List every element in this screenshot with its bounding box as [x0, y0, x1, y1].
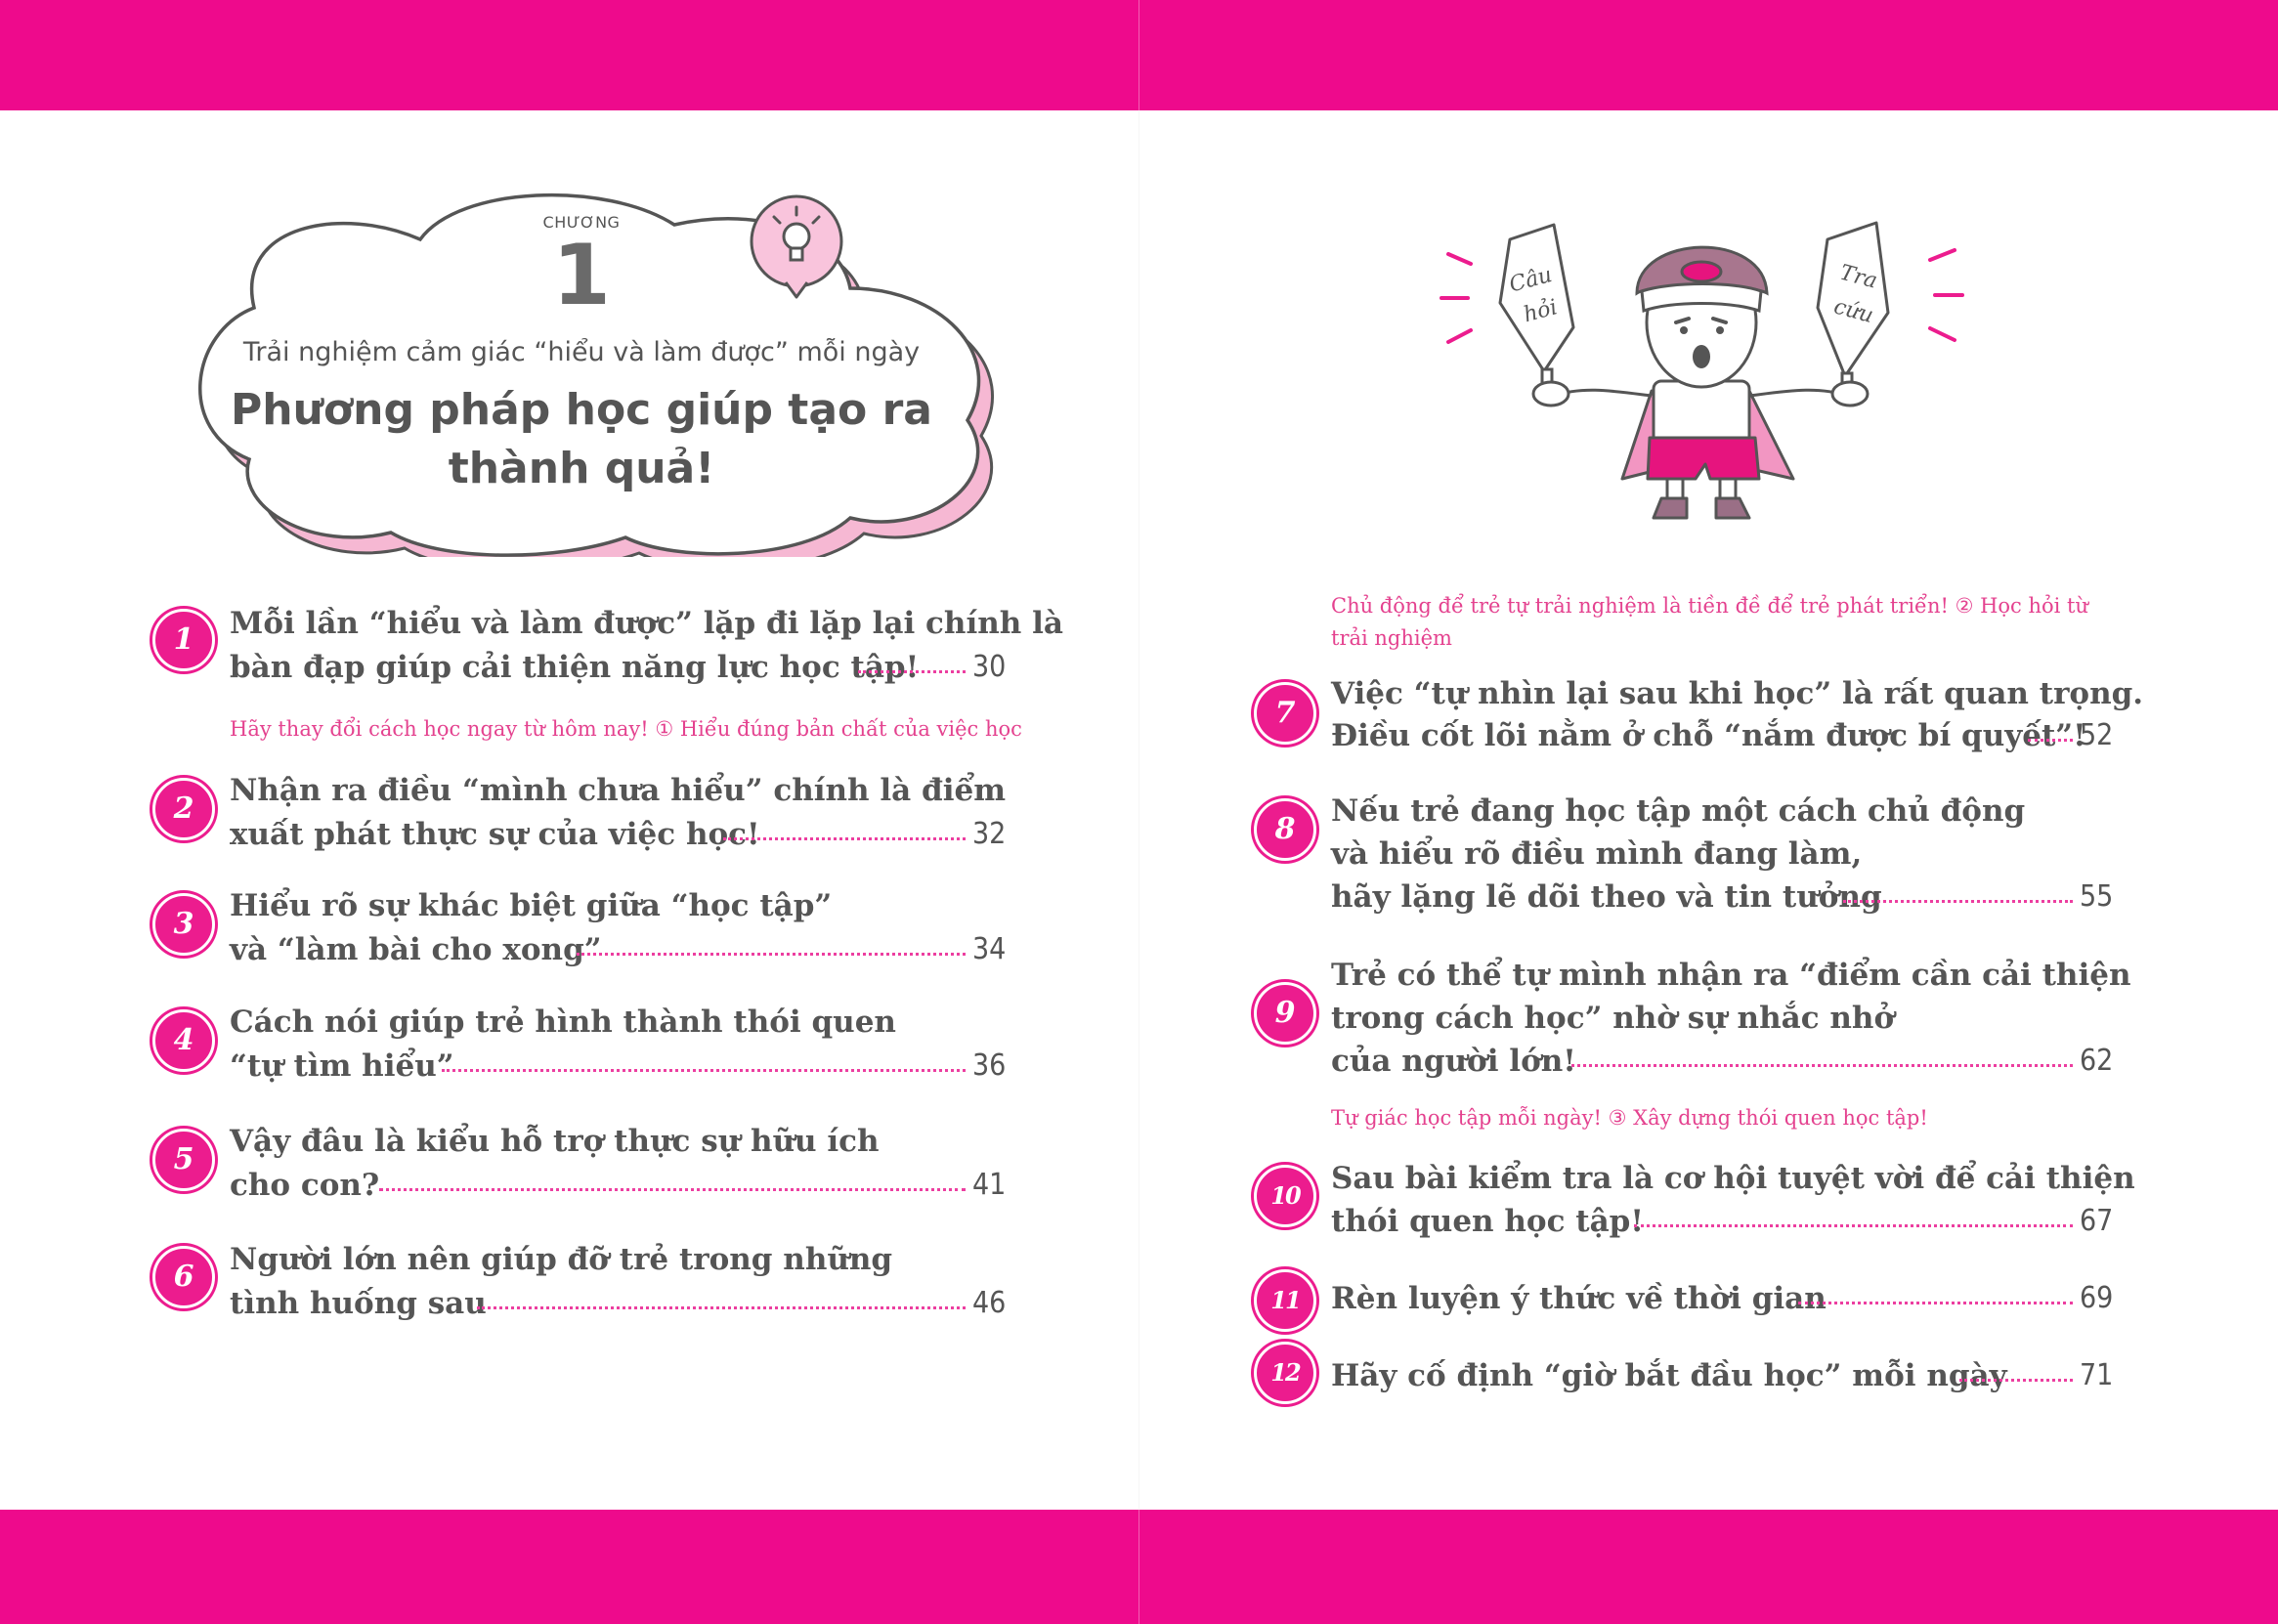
chapter-title-line-2: thành quả!	[448, 444, 715, 493]
entry-title-line: Trẻ có thể tự mình nhận ra “điểm cần cải thiện	[1331, 958, 2131, 993]
dot-leader	[379, 1188, 966, 1191]
dot-leader	[1959, 1379, 2073, 1382]
motion-lines-left	[1441, 254, 1471, 342]
entry-title-line: thói quen học tập!	[1331, 1204, 1644, 1239]
entry-title-line: Cách nói giúp trẻ hình thành thói quen	[230, 1004, 896, 1040]
right-sign-line-2: cứu	[1830, 294, 1876, 329]
entry-page-number: 41	[972, 1168, 1007, 1202]
bottom-pink-band	[0, 1510, 2278, 1624]
entry-page-number: 32	[972, 817, 1007, 851]
entry-page-number: 71	[2080, 1358, 2114, 1392]
left-sign-line-2: hỏi	[1521, 295, 1561, 328]
entry-page-number: 30	[972, 650, 1007, 684]
entry-number-badge: 10	[1254, 1165, 1316, 1227]
hero-character-illustration	[1427, 215, 1974, 528]
chapter-label: CHƯƠNG	[542, 213, 621, 232]
entry-title-line: trong cách học” nhờ sự nhắc nhở	[1331, 1001, 1895, 1036]
dot-leader	[442, 1069, 966, 1072]
top-pink-band	[0, 0, 2278, 110]
entry-title-line: Hiểu rõ sự khác biệt giữa “học tập”	[230, 888, 833, 923]
entry-title-line: cho con?	[230, 1168, 380, 1203]
entry-page-number: 52	[2080, 718, 2114, 752]
entry-number-badge: 9	[1254, 982, 1316, 1045]
entry-title-line: “tự tìm hiểu”	[230, 1048, 454, 1084]
entry-title-line: Mỗi lần “hiểu và làm được” lặp đi lặp lại chính là	[230, 606, 1063, 641]
entry-title-line: và “làm bài cho xong”	[230, 932, 602, 967]
dot-leader	[1634, 1224, 2073, 1227]
chapter-title	[225, 381, 938, 498]
right-sign-line-1: Tra	[1836, 260, 1880, 294]
section-heading-2-line-1: Chủ động để trẻ tự trải nghiệm là tiền đề để trẻ phát triển! ② Học hỏi từ	[1331, 594, 2089, 618]
entry-page-number: 69	[2080, 1281, 2114, 1315]
entry-number-badge: 7	[1254, 682, 1316, 745]
chapter-subtitle: Trải nghiệm cảm giác “hiểu và làm được” mỗi ngày	[242, 337, 921, 367]
entry-number-badge: 3	[152, 893, 215, 956]
section-heading-1: Hãy thay đổi cách học ngay từ hôm nay! ① Hiểu đúng bản chất của việc học	[230, 717, 1022, 741]
entry-title-line: và hiểu rõ điều mình đang làm,	[1331, 836, 1863, 872]
entry-title-line: của người lớn!	[1331, 1044, 1576, 1079]
entry-page-number: 62	[2080, 1044, 2114, 1078]
entry-title-line: tình huống sau	[230, 1286, 487, 1321]
left-sign-line-1: Câu	[1506, 262, 1555, 298]
dot-leader	[1798, 1302, 2073, 1304]
chapter-title-line-1: Phương pháp học giúp tạo ra	[231, 385, 932, 435]
entry-title-line: Sau bài kiểm tra là cơ hội tuyệt vời để cải thiện	[1331, 1161, 2135, 1196]
entry-number-badge: 1	[152, 609, 215, 671]
entry-title-line: Người lớn nên giúp đỡ trẻ trong những	[230, 1242, 893, 1277]
entry-page-number: 46	[972, 1286, 1007, 1320]
dot-leader	[2028, 739, 2073, 742]
right-sign	[1818, 223, 1888, 399]
dot-leader	[577, 953, 966, 956]
entry-number-badge: 5	[152, 1129, 215, 1191]
dot-leader	[1843, 900, 2073, 903]
entry-title-line: Hãy cố định “giờ bắt đầu học” mỗi ngày	[1331, 1358, 2007, 1393]
entry-page-number: 36	[972, 1048, 1007, 1083]
left-sign	[1500, 225, 1573, 395]
motion-lines-right	[1930, 250, 1962, 340]
entry-title-line: Vậy đâu là kiểu hỗ trợ thực sự hữu ích	[230, 1124, 880, 1159]
dot-leader	[477, 1306, 966, 1309]
entry-number-badge: 2	[152, 778, 215, 840]
dot-leader	[1571, 1064, 2073, 1067]
entry-title-line: Nếu trẻ đang học tập một cách chủ động	[1331, 793, 2026, 829]
dot-leader	[858, 670, 966, 673]
dot-leader	[723, 837, 966, 840]
entry-number-badge: 12	[1254, 1342, 1316, 1404]
entry-number-badge: 8	[1254, 798, 1316, 861]
chapter-cloud-header	[166, 186, 1016, 557]
entry-page-number: 67	[2080, 1204, 2114, 1238]
chapter-number: 1	[552, 227, 611, 324]
entry-title-line: Điều cốt lõi nằm ở chỗ “nắm được bí quyết”!	[1331, 718, 2086, 753]
section-heading-3: Tự giác học tập mỗi ngày! ③ Xây dựng thói quen học tập!	[1331, 1106, 1928, 1130]
entry-title-line: Nhận ra điều “mình chưa hiểu” chính là điểm	[230, 773, 1007, 808]
section-heading-2-line-2: trải nghiệm	[1331, 626, 1452, 650]
entry-title-line: bàn đạp giúp cải thiện năng lực học tập!	[230, 650, 920, 685]
entry-title-line: Việc “tự nhìn lại sau khi học” là rất quan trọng.	[1331, 676, 2144, 711]
entry-title-line: xuất phát thực sự của việc học!	[230, 817, 760, 852]
entry-page-number: 34	[972, 932, 1007, 966]
entry-number-badge: 4	[152, 1009, 215, 1072]
entry-number-badge: 11	[1254, 1269, 1316, 1332]
entry-page-number: 55	[2080, 879, 2114, 914]
entry-title-line: hãy lặng lẽ dõi theo và tin tưởng	[1331, 879, 1882, 915]
entry-number-badge: 6	[152, 1246, 215, 1308]
entry-title-line: Rèn luyện ý thức về thời gian	[1331, 1281, 1827, 1316]
